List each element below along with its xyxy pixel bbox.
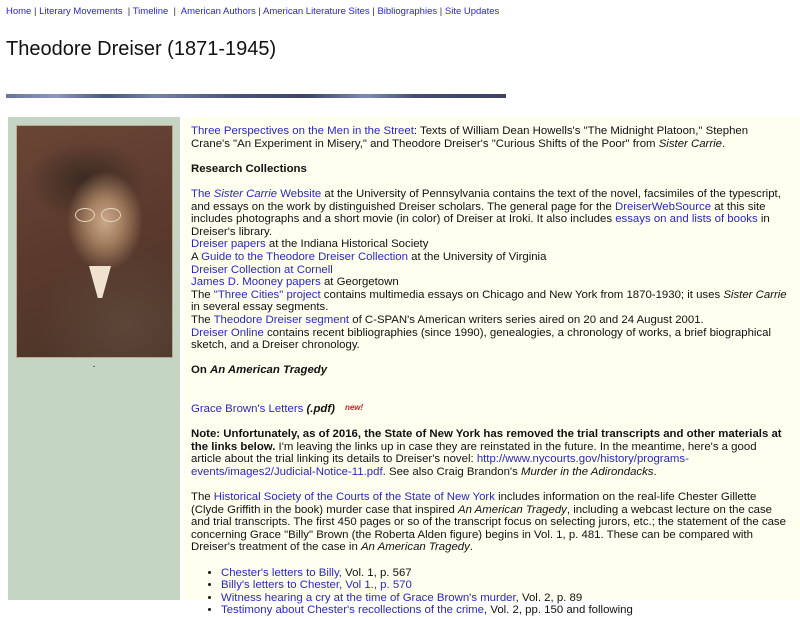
list-item [221, 579, 787, 592]
nav-site-updates[interactable]: Site Updates [444, 6, 500, 17]
nav-timeline[interactable]: Timeline [132, 6, 169, 17]
nav-bibliographies[interactable]: Bibliographies [377, 6, 438, 17]
list-item: • Witness hearing a cry at the time of Grace Brown's murder, Vol. 2, p. 89 [221, 592, 787, 605]
nav-home[interactable]: Home [6, 6, 32, 17]
page-title: Theodore Dreiser (1871-1945) [6, 38, 277, 60]
grace-brown-letters-link[interactable]: Grace Brown's Letters [191, 402, 304, 415]
three-cities-link[interactable]: "Three Cities" project [213, 288, 321, 301]
american-tragedy-heading: On An American Tragedy [191, 364, 328, 377]
note-paragraph: Note: Unfortunately, as of 2016, the State of New York has removed the trial transcripts and other materials at the links below. I'm leaving the links up in case they are reinstated in the future. In the meantime, here's a good article about the trial linking its details to Dreiser's novel: http://www.nycourts.gov/history/programs-events/images2/Judicial-Notice-11.pdf. See also Craig Brandon's Murder in the Adirondacks. [191, 428, 782, 478]
virginia-guide-entry: A Guide to the Theodore Dreiser Collection at the University of Virginia [191, 250, 547, 263]
sister-carrie-website-link[interactable]: The Sister Carrie Website [191, 187, 322, 200]
cornell-entry [191, 264, 787, 277]
sister-carrie-entry: The Sister Carrie Website at the University of Pennsylvania contains the text of the novel, facsimiles of the typescript, and essays on the work by distinguished Dreiser scholars. The general page for the DreiserWebSource at this site includes photographs and a short movie (in color) of Dreiser at Iroki. It also includes essays on and lists of books in Dreiser's library. [191, 187, 781, 238]
dreiser-online-link[interactable]: Dreiser Online [191, 326, 264, 339]
portrait-caption: . [92, 359, 96, 370]
nav-american-literature-sites[interactable]: American Literature Sites [263, 6, 370, 17]
essays-and-book-lists-link[interactable]: essays on and lists of books [615, 213, 758, 226]
cornell-collection-link[interactable]: Dreiser Collection at Cornell [191, 263, 333, 276]
three-perspectives-link[interactable]: Three Perspectives on the Men in the Street [191, 125, 414, 137]
historical-society-link[interactable]: Historical Society of the Courts of the State of New York [213, 491, 495, 504]
top-navigation [6, 6, 499, 17]
new-badge: new! [344, 402, 364, 412]
dreiser-papers-entry: Dreiser papers at the Indiana Historical Society [191, 238, 429, 251]
chesters-letters-link[interactable]: Chester's letters to Billy, [221, 566, 342, 579]
nav-separator: | [369, 6, 378, 17]
main-content-panel [183, 117, 800, 617]
portrait-image [16, 125, 173, 358]
billys-letters-link[interactable]: Billy's letters to Chester, Vol 1., p. 570 [221, 579, 412, 592]
chester-recollections-link[interactable]: Testimony about Chester's recollections of the crime [221, 604, 485, 617]
historical-society-paragraph: The Historical Society of the Courts of the State of New York includes information on the real-life Chester Gillette (Clyde Griffith in the book) murder case that inspired An American Tragedy, including a webcast lecture on the case and trial transcripts. The first 450 pages or so of the transcript focus on selecting jurors, etc.; the statement of the case concerning Grace "Billy" Brown (the Roberta Alden figure) begins in Vol. 1, p. 481. These can be compared with Dreiser's treatment of the case in An American Tragedy. [191, 491, 786, 554]
grace-brown-letters-entry: Grace Brown's Letters (.pdf) new! [191, 402, 364, 415]
research-collections-heading: Research Collections [191, 162, 307, 175]
dreiser-web-source-link[interactable]: DreiserWebSource [615, 200, 712, 213]
collar-detail [89, 266, 111, 298]
mooney-entry: James D. Mooney papers at Georgetown [191, 276, 399, 289]
three-cities-entry: The "Three Cities" project contains multimedia essays on Chicago and New York from 1870-1930; it uses Sister Carrie in several essay segments. [191, 288, 787, 314]
intro-paragraph: Three Perspectives on the Men in the Street: Texts of William Dean Howells's "The Midnight Platoon," Stephen Crane's "An Experiment in Misery," and Theodore Dreiser's "Curious Shifts of the Poor" from Sister Carrie. [191, 125, 749, 150]
nav-separator: | [255, 6, 264, 17]
research-collections-list [191, 188, 787, 352]
cspan-entry: The Theodore Dreiser segment of C-SPAN's American writers series aired on 20 and 24 August 2001. [191, 313, 704, 326]
witness-cry-link[interactable]: Witness hearing a cry at the time of Grace Brown's murder [221, 591, 516, 604]
judicial-notice-pdf-link[interactable]: http://www.nycourts.gov/history/programs-events/images2/Judicial-Notice-11.pdf [191, 453, 689, 478]
mooney-papers-link[interactable]: James D. Mooney papers [191, 276, 321, 289]
cspan-segment-link[interactable]: Theodore Dreiser segment [213, 313, 350, 326]
glasses-detail [75, 208, 125, 220]
transcript-links-list [191, 567, 787, 617]
nav-separator: | [437, 6, 445, 17]
list-item: • Testimony about Chester's recollections of the crime, Vol. 2, pp. 150 and following [221, 604, 787, 617]
decorative-divider-bar [6, 94, 506, 98]
dreiser-online-entry: Dreiser Online contains recent bibliographies (since 1990), genealogies, a chronology of works, a brief biographical sketch, and a Dreiser chronology. [191, 326, 771, 352]
dreiser-collection-guide-link[interactable]: Guide to the Theodore Dreiser Collection [201, 250, 408, 263]
dreiser-papers-link[interactable]: Dreiser papers [191, 238, 266, 251]
nav-separator: | [31, 6, 40, 17]
nav-literary-movements[interactable]: Literary Movements [39, 6, 123, 17]
nav-separator: | [168, 6, 181, 17]
left-sidebar [8, 117, 180, 600]
nav-american-authors[interactable]: American Authors [180, 6, 256, 17]
content-body [191, 125, 787, 617]
list-item: • Chester's letters to Billy, Vol. 1, p. 567 [221, 567, 787, 580]
nav-separator: | [122, 6, 133, 17]
